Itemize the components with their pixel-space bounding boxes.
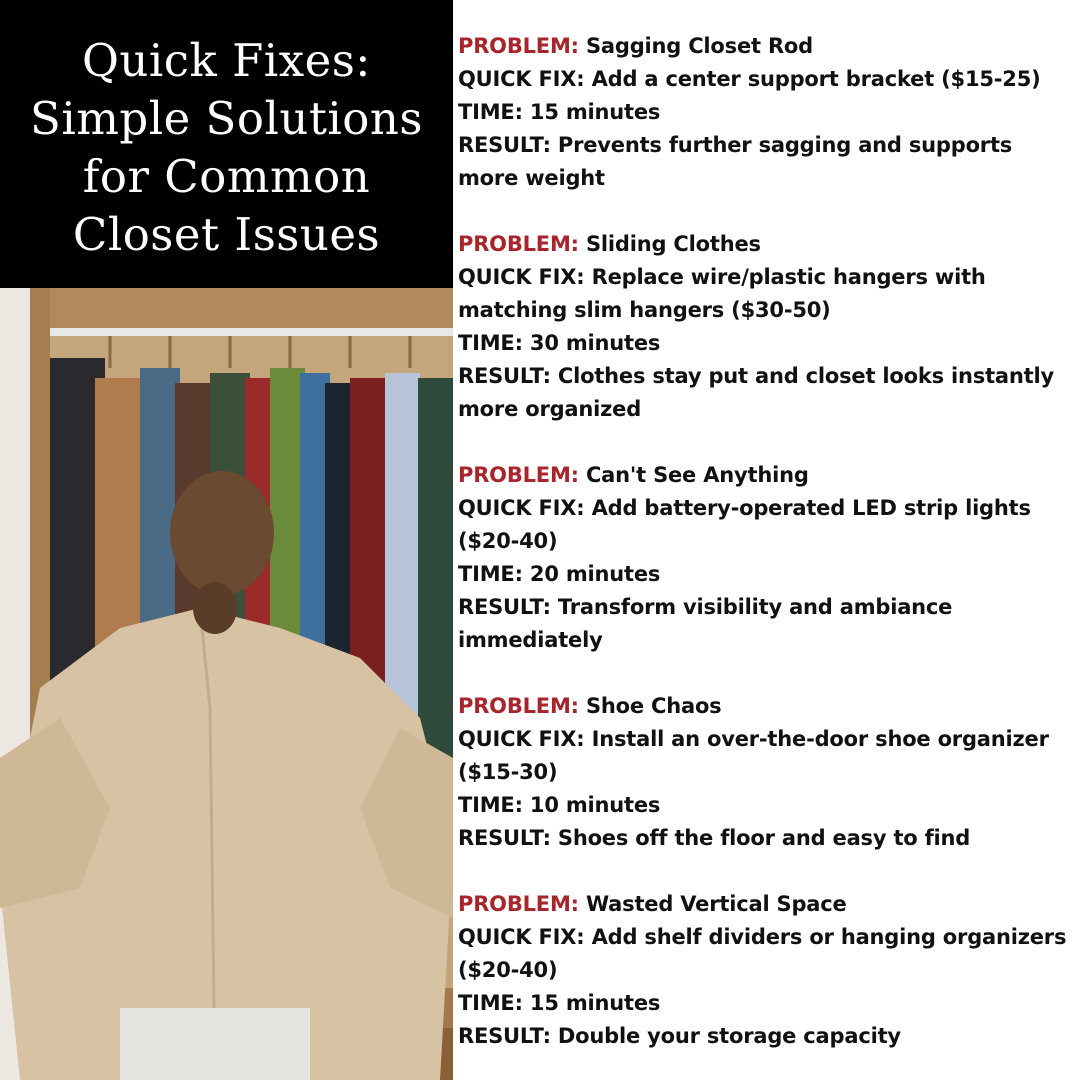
fix-text: Install an over-the-door shoe organizer ($15-30)	[458, 727, 1049, 784]
result-label: RESULT:	[458, 364, 551, 388]
problem-text: Sliding Clothes	[585, 232, 761, 256]
fix-label: QUICK FIX:	[458, 496, 585, 520]
fix-label: QUICK FIX:	[458, 925, 585, 949]
time-text: 20 minutes	[529, 562, 661, 586]
result-line	[458, 822, 1076, 855]
problem-line	[458, 30, 1076, 63]
result-text: Shoes off the floor and easy to find	[557, 826, 971, 850]
fix-text: Add shelf dividers or hanging organizers ($20-40)	[458, 925, 1067, 982]
closet-photo	[0, 288, 453, 1080]
problem-item-sliding-clothes	[458, 228, 1076, 426]
fix-text: Add battery-operated LED strip lights ($20-40)	[458, 496, 1031, 553]
problem-label: PROBLEM:	[458, 34, 579, 58]
fix-line	[458, 261, 1076, 327]
problem-list	[458, 30, 1076, 1080]
result-line	[458, 1020, 1076, 1053]
problem-text: Can't See Anything	[585, 463, 809, 487]
time-text: 10 minutes	[529, 793, 661, 817]
result-label: RESULT:	[458, 133, 551, 157]
problem-text: Shoe Chaos	[585, 694, 722, 718]
time-line	[458, 558, 1076, 591]
result-text: Prevents further sagging and supports more weight	[458, 133, 1013, 190]
fix-text: Add a center support bracket ($15-25)	[591, 67, 1041, 91]
problem-label: PROBLEM:	[458, 694, 579, 718]
result-text: Clothes stay put and closet looks instantly more organized	[458, 364, 1054, 421]
result-line	[458, 129, 1076, 195]
problem-line	[458, 888, 1076, 921]
fix-line	[458, 921, 1076, 987]
time-line	[458, 96, 1076, 129]
fix-label: QUICK FIX:	[458, 727, 585, 751]
result-text: Double your storage capacity	[557, 1024, 901, 1048]
time-text: 15 minutes	[529, 100, 661, 124]
time-label: TIME:	[458, 793, 523, 817]
page-title: Quick Fixes: Simple Solutions for Common Closet Issues	[30, 34, 423, 261]
problem-label: PROBLEM:	[458, 232, 579, 256]
problem-item-cant-see-anything	[458, 459, 1076, 657]
result-text: Transform visibility and ambiance immediately	[458, 595, 953, 652]
problem-label: PROBLEM:	[458, 463, 579, 487]
result-line	[458, 591, 1076, 657]
fix-line	[458, 723, 1076, 789]
time-label: TIME:	[458, 100, 523, 124]
problem-line	[458, 690, 1076, 723]
fix-line	[458, 492, 1076, 558]
time-text: 15 minutes	[529, 991, 661, 1015]
time-text: 30 minutes	[529, 331, 661, 355]
problem-line	[458, 228, 1076, 261]
time-label: TIME:	[458, 331, 523, 355]
problem-item-sagging-closet-rod	[458, 30, 1076, 195]
title-block	[0, 0, 453, 288]
problem-item-shoe-chaos	[458, 690, 1076, 855]
problem-item-wasted-vertical-space	[458, 888, 1076, 1053]
fix-line	[458, 63, 1076, 96]
time-label: TIME:	[458, 991, 523, 1015]
problem-label: PROBLEM:	[458, 892, 579, 916]
fix-label: QUICK FIX:	[458, 265, 585, 289]
result-label: RESULT:	[458, 826, 551, 850]
closet-photo-illustration	[0, 288, 453, 1080]
time-line	[458, 327, 1076, 360]
result-label: RESULT:	[458, 1024, 551, 1048]
problem-text: Sagging Closet Rod	[585, 34, 813, 58]
result-label: RESULT:	[458, 595, 551, 619]
time-line	[458, 789, 1076, 822]
problem-line	[458, 459, 1076, 492]
result-line	[458, 360, 1076, 426]
fix-text: Replace wire/plastic hangers with matching slim hangers ($30-50)	[458, 265, 986, 322]
time-label: TIME:	[458, 562, 523, 586]
problem-text: Wasted Vertical Space	[585, 892, 847, 916]
time-line	[458, 987, 1076, 1020]
fix-label: QUICK FIX:	[458, 67, 585, 91]
